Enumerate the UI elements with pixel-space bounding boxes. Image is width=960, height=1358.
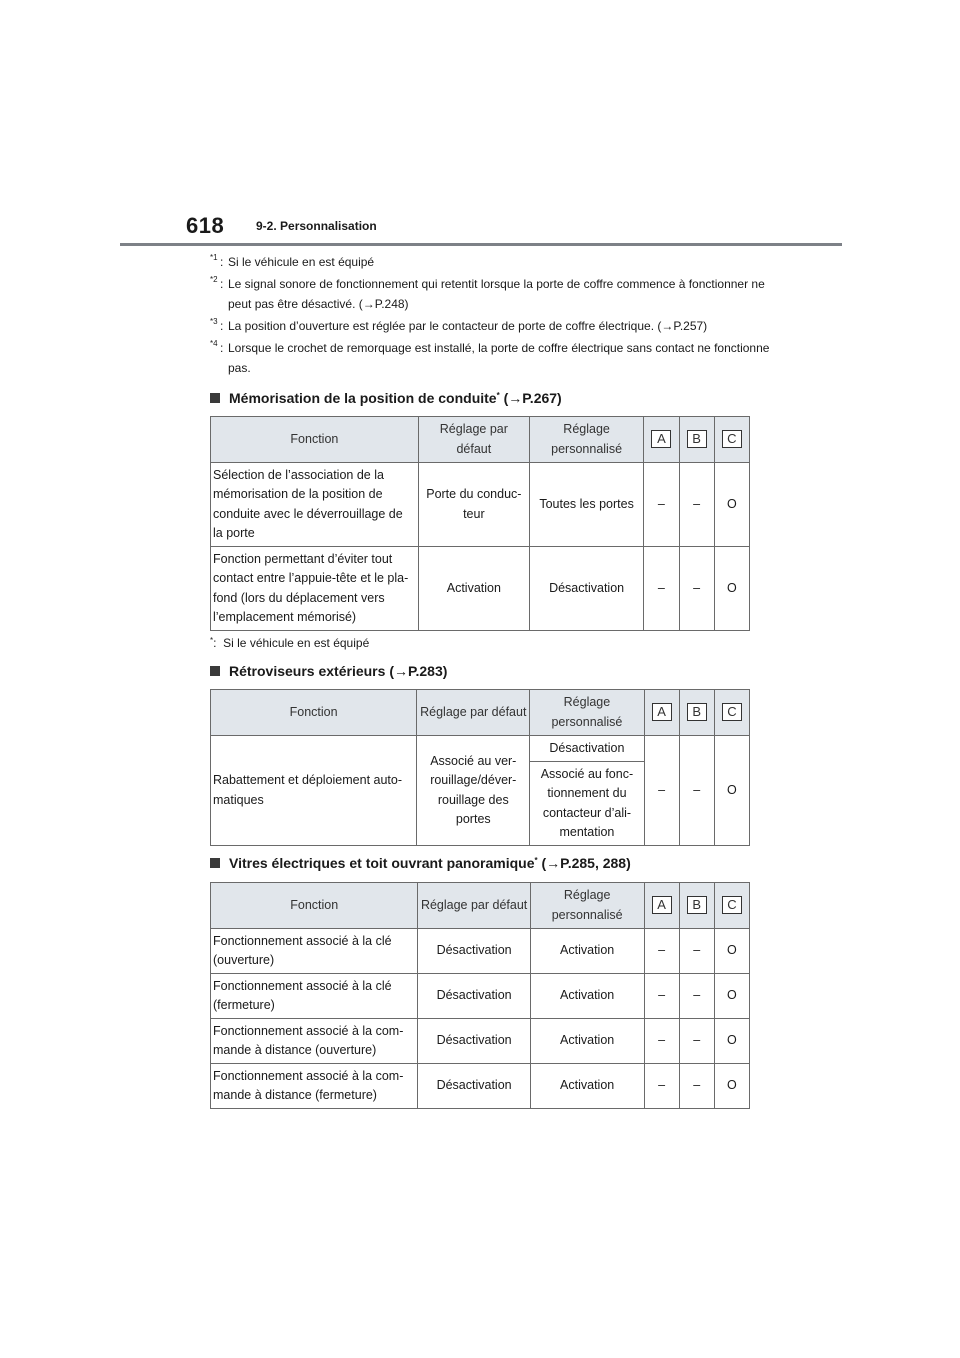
section-heading: Vitres électriques et toit ouvrant panoramique * (→P.285, 288) xyxy=(210,855,631,871)
settings-table: Fonction Réglage par défaut Réglage personnalisé A B C Rabattement et déploiement auto- matiques Associé au ver- rouillage/déver- rouillage des portes Désactivation – – O Associé au fonc- tionnement du contacteur d’ali- mentation xyxy=(210,689,750,846)
square-bullet-icon xyxy=(210,858,220,868)
header-a: A xyxy=(644,417,679,463)
table-row: Associé au fonc- tionnement du contacteur d’ali- mentation xyxy=(211,762,750,846)
star-note: *: Si le véhicule en est équipé xyxy=(210,636,370,650)
header-defaut: Réglage par défaut xyxy=(418,417,529,463)
header-perso: Réglage personnalisé xyxy=(529,417,643,463)
table-row: Fonctionnement associé à la com- mande à distance (ouverture) Désactivation Activation – – O xyxy=(211,1019,750,1064)
settings-table: Fonction Réglage par défaut Réglage personnalisé A B C Fonctionnement associé à la clé (ouverture) Désactivation Activation – – O Fonctionnement associé à la clé (fermeture) Désactivation Activation – – O Fonctionnement associé à la com- mande à distance (ouverture) Désactivation Activation – – O Fonctionnement associé à la com- mande à distance (fermeture) Désactivation Activation – – O xyxy=(210,882,750,1109)
footnote: *3 : La position d’ouverture est réglée par le contacteur de porte de coffre électrique. (→P.257) xyxy=(210,317,708,333)
table-row: Fonctionnement associé à la clé (fermeture) Désactivation Activation – – O xyxy=(211,974,750,1019)
page-number: 618 xyxy=(186,213,225,238)
section-heading: Mémorisation de la position de conduite * (→P.267) xyxy=(210,390,562,406)
table-row: Rabattement et déploiement auto- matiques Associé au ver- rouillage/déver- rouillage des portes Désactivation – – O xyxy=(211,736,750,762)
table-row: Fonctionnement associé à la clé (ouverture) Désactivation Activation – – O xyxy=(211,929,750,974)
section-title: 9-2. Personnalisation xyxy=(256,219,377,233)
footnote: *2 : Le signal sonore de fonctionnement qui retentit lorsque la porte de coffre commence à fonctionner ne peut pas être désactivé. (→P.248) xyxy=(210,275,765,311)
table-row: Fonctionnement associé à la com- mande à distance (fermeture) Désactivation Activation – – O xyxy=(211,1064,750,1109)
square-bullet-icon xyxy=(210,666,220,676)
header-c: C xyxy=(714,417,749,463)
table-row: Fonction permettant d’éviter tout contact entre l’appuie-tête et le pla- fond (lors du déplacement vers l’emplacement mémorisé) Activation Désactivation – – O xyxy=(211,547,750,631)
footnotes xyxy=(210,252,770,380)
header-fonction: Fonction xyxy=(211,417,419,463)
header-b: B xyxy=(679,417,714,463)
section-heading: Rétroviseurs extérieurs (→P.283) xyxy=(210,663,447,679)
footnote: *4 : Lorsque le crochet de remorquage est installé, la porte de coffre électrique sans contact ne fonctionne pas. xyxy=(210,339,770,375)
header-rule xyxy=(120,243,842,246)
square-bullet-icon xyxy=(210,393,220,403)
table-row: Sélection de l’association de la mémorisation de la position de conduite avec le déverrouillage de la porte Porte du conduc- teur Toutes les portes – – O xyxy=(211,463,750,547)
settings-table xyxy=(210,416,750,631)
footnote: *1 : Si le véhicule en est équipé xyxy=(210,253,375,269)
